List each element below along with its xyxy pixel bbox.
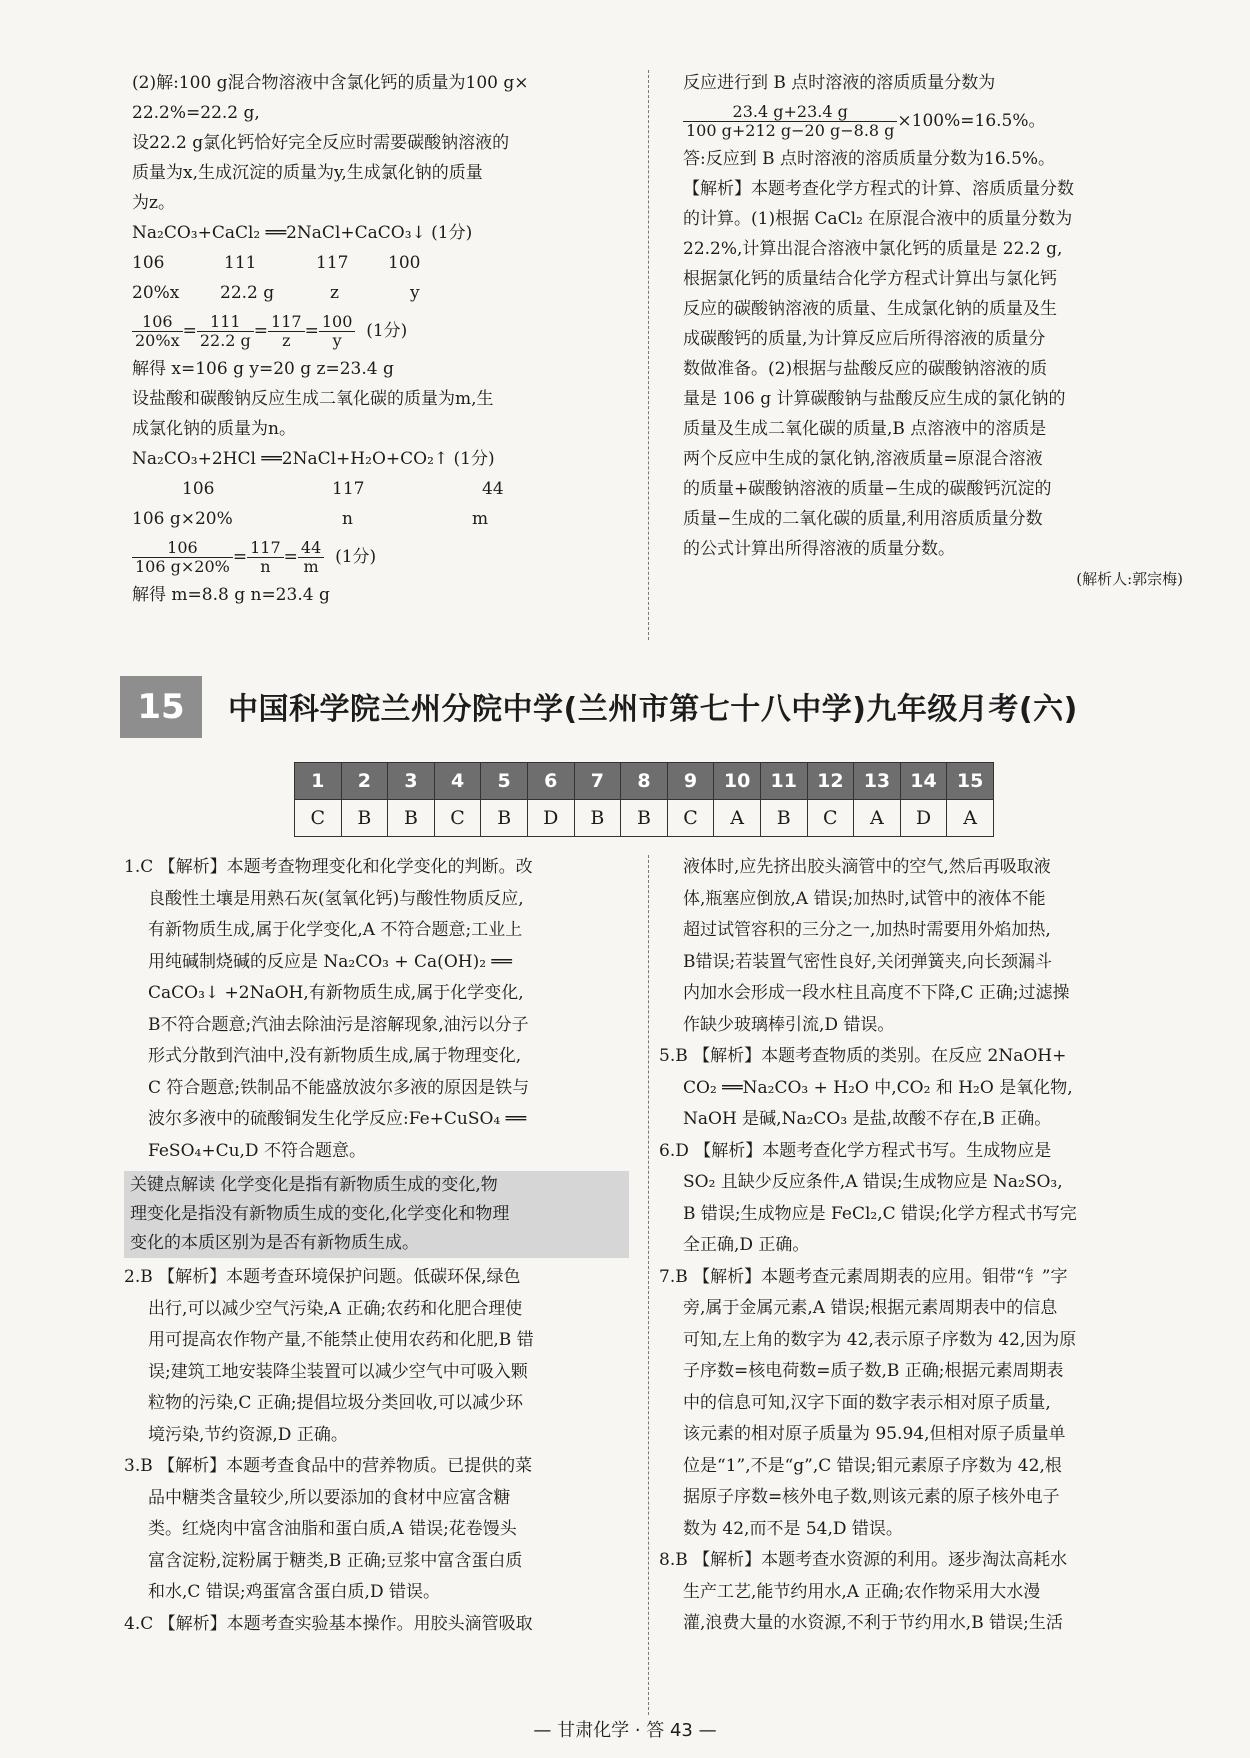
text-line: 设22.2 g氯化钙恰好完全反应时需要碳酸钠溶液的 <box>132 133 510 153</box>
question-number: 15 <box>947 763 994 800</box>
question-number: 13 <box>854 763 901 800</box>
question-number: 1 <box>295 763 342 800</box>
explanation-line: 有新物质生成,属于化学变化,A 不符合题意;工业上 <box>148 920 523 940</box>
answer-letter: B <box>481 800 528 837</box>
equation-1-values: 20%x 22.2 g z y <box>132 283 420 303</box>
section-header <box>120 676 1180 738</box>
explanation-line: 富含淀粉,淀粉属于糖类,B 正确;豆浆中富含蛋白质 <box>148 1550 523 1571</box>
key-point-line: 理变化是指没有新物质生成的变化,化学变化和物理 <box>130 1204 510 1224</box>
explanation-line: 4.C 【解析】本题考查实验基本操作。用胶头滴管吸取 <box>124 1613 533 1634</box>
analysis-line: 质量及生成二氧化碳的质量,B 点溶液中的溶质是 <box>683 419 1047 439</box>
explanation-line: 用纯碱制烧碱的反应是 Na₂CO₃ + Ca(OH)₂ ══ <box>148 951 512 972</box>
answer-letter: B <box>341 800 388 837</box>
question-number: 9 <box>667 763 714 800</box>
answer-letter: C <box>667 800 714 837</box>
explanation-line: 类。红烧肉中富含油脂和蛋白质,A 错误;花卷馒头 <box>148 1519 517 1539</box>
explanation-line: 数为 42,而不是 54,D 错误。 <box>683 1518 903 1539</box>
left-column-top <box>132 68 637 610</box>
left-column-bottom <box>124 852 629 1640</box>
explanation-line: 旁,属于金属元素,A 错误;根据元素周期表中的信息 <box>683 1298 1058 1318</box>
answer-letter: C <box>295 800 342 837</box>
explanation-line: 内加水会形成一段水柱且高度不下降,C 正确;过滤操 <box>683 983 1070 1003</box>
explanation-line: 子序数=核电荷数=质子数,B 正确;根据元素周期表 <box>683 1361 1064 1381</box>
answer-letter: A <box>714 800 761 837</box>
question-number: 7 <box>574 763 621 800</box>
question-number: 14 <box>900 763 947 800</box>
question-number: 3 <box>388 763 435 800</box>
explanation-line: CO₂ ══Na₂CO₃ + H₂O 中,CO₂ 和 H₂O 是氧化物, <box>683 1077 1073 1098</box>
analysis-line: 的公式计算出所得溶液的质量分数。 <box>683 539 955 559</box>
page-footer: — 甘肃化学 · 答 43 — <box>533 1720 717 1741</box>
key-point-line: 关键点解读 化学变化是指有新物质生成的变化,物 <box>130 1175 498 1195</box>
explanation-line: 形式分散到汽油中,没有新物质生成,属于物理变化, <box>148 1046 522 1066</box>
key-point-line: 变化的本质区别为是否有新物质生成。 <box>130 1233 419 1253</box>
solution-1: 解得 x=106 g y=20 g z=23.4 g <box>132 359 394 379</box>
equation-1: Na₂CO₃+CaCl₂ ══2NaCl+CaCO₃↓ (1分) <box>132 223 473 243</box>
answer-table-header <box>295 763 994 800</box>
answer-table-row <box>295 800 994 837</box>
ratio-1: $\frac{106}{20\%x}$ = $\frac{111}{22.2 g}$ = $\frac{117}{z}$ = $\frac{100}{y}$ (1分) <box>132 308 637 354</box>
text-line: 质量为x,生成沉淀的质量为y,生成氯化钠的质量 <box>132 163 483 183</box>
analysis-line: 数做准备。(2)根据与盐酸反应的碳酸钠溶液的质 <box>683 359 1048 379</box>
explanation-line: 灌,浪费大量的水资源,不利于节约用水,B 错误;生活 <box>683 1613 1063 1633</box>
explanation-line: 8.B 【解析】本题考查水资源的利用。逐步淘汰高耗水 <box>659 1550 1068 1570</box>
explanation-line: 6.D 【解析】本题考查化学方程式书写。生成物应是 <box>659 1140 1052 1161</box>
question-number: 5 <box>481 763 528 800</box>
explanation-line: 用可提高农作物产量,不能禁止使用农药和化肥,B 错 <box>148 1330 534 1350</box>
answer-letter: C <box>807 800 854 837</box>
analysis-line: 成碳酸钙的质量,为计算反应后所得溶液的质量分 <box>683 329 1046 349</box>
explanation-line: 品中糖类含量较少,所以要添加的食材中应富含糖 <box>148 1487 511 1508</box>
section-title: 中国科学院兰州分院中学(兰州市第七十八中学)九年级月考(六) <box>228 692 1078 727</box>
column-divider <box>648 855 649 1715</box>
analysis-line: 【解析】本题考查化学方程式的计算、溶质质量分数 <box>683 179 1074 199</box>
answer-table <box>294 762 994 837</box>
explanation-line: B错误;若装置气密性良好,关闭弹簧夹,向长颈漏斗 <box>683 951 1053 972</box>
explanation-line: NaOH 是碱,Na₂CO₃ 是盐,故酸不存在,B 正确。 <box>683 1109 1052 1129</box>
text-line: 22.2%=22.2 g, <box>132 103 260 123</box>
explanation-line: 和水,C 错误;鸡蛋富含蛋白质,D 错误。 <box>148 1582 440 1602</box>
equation-1-masses: 106 111 117 100 <box>132 253 421 273</box>
explanation-line: 该元素的相对原子质量为 95.94,但相对原子质量单 <box>683 1424 1066 1444</box>
explanation-line: 液体时,应先挤出胶头滴管中的空气,然后再吸取液 <box>683 857 1051 877</box>
question-number: 2 <box>341 763 388 800</box>
explanation-line: 误;建筑工地安装降尘装置可以减少空气中可吸入颗 <box>148 1361 528 1382</box>
equation-2-masses: 106 117 44 <box>182 479 504 499</box>
explanation-line: 体,瓶塞应倒放,A 错误;加热时,试管中的液体不能 <box>683 888 1046 909</box>
equation-2-values: 106 g×20% n m <box>132 509 489 529</box>
explanation-line: 波尔多液中的硫酸铜发生化学反应:Fe+CuSO₄ ══ <box>148 1109 527 1129</box>
explanation-line: 5.B 【解析】本题考查物质的类别。在反应 2NaOH+ <box>659 1046 1067 1066</box>
question-number: 6 <box>527 763 574 800</box>
answer-letter: A <box>854 800 901 837</box>
explanation-line: FeSO₄+Cu,D 不符合题意。 <box>148 1140 366 1161</box>
explanation-line: 7.B 【解析】本题考查元素周期表的应用。钼带“钅”字 <box>659 1266 1068 1287</box>
answer-letter: A <box>947 800 994 837</box>
analysis-line: 的质量+碳酸钠溶液的质量−生成的碳酸钙沉淀的 <box>683 479 1052 499</box>
answer-line: 答:反应到 B 点时溶液的溶质质量分数为16.5%。 <box>683 149 1056 169</box>
analysis-line: 的计算。(1)根据 CaCl₂ 在原混合液中的质量分数为 <box>683 209 1073 229</box>
analysis-line: 两个反应中生成的氯化钠,溶液质量=原混合溶液 <box>683 449 1043 469</box>
analyst-credit: (解析人:郭宗梅) <box>1076 570 1183 588</box>
explanation-line: CaCO₃↓ +2NaOH,有新物质生成,属于化学变化, <box>148 983 524 1003</box>
right-column-top <box>683 68 1183 594</box>
question-number: 11 <box>760 763 807 800</box>
answer-letter: D <box>900 800 947 837</box>
explanation-line: 2.B 【解析】本题考查环境保护问题。低碳环保,绿色 <box>124 1267 521 1287</box>
analysis-line: 22.2%,计算出混合溶液中氯化钙的质量是 22.2 g, <box>683 239 1063 259</box>
analysis-line: 反应的碳酸钠溶液的质量、生成氯化钠的质量及生 <box>683 299 1057 319</box>
explanation-line: 位是“1”,不是“g”,C 错误;钼元素原子序数为 42,根 <box>683 1455 1062 1476</box>
explanation-line: C 符合题意;铁制品不能盛放波尔多液的原因是铁与 <box>148 1077 530 1098</box>
explanation-line: 全正确,D 正确。 <box>683 1235 810 1255</box>
right-column-bottom <box>659 852 1183 1640</box>
explanation-line: 作缺少玻璃棒引流,D 错误。 <box>683 1014 895 1035</box>
answer-letter: B <box>621 800 668 837</box>
answer-letter: C <box>434 800 481 837</box>
question-number: 10 <box>714 763 761 800</box>
answer-letter: D <box>527 800 574 837</box>
explanation-line: 中的信息可知,汉字下面的数字表示相对原子质量, <box>683 1392 1051 1413</box>
key-point-box <box>124 1171 629 1258</box>
answer-letter: B <box>574 800 621 837</box>
explanation-line: 可知,左上角的数字为 42,表示原子序数为 42,因为原 <box>683 1329 1077 1350</box>
text-line: 为z。 <box>132 193 175 213</box>
explanation-line: SO₂ 且缺少反应条件,A 错误;生成物应是 Na₂SO₃, <box>683 1172 1063 1192</box>
explanation-line: B不符合题意;汽油去除油污是溶解现象,油污以分子 <box>148 1014 529 1035</box>
solution-2: 解得 m=8.8 g n=23.4 g <box>132 585 330 605</box>
ratio-2: $\frac{106}{106 g\times 20\%}$ = $\frac{117}{n}$ = $\frac{44}{m}$ (1分) <box>132 534 637 580</box>
analysis-line: 量是 106 g 计算碳酸钠与盐酸反应生成的氯化钠的 <box>683 389 1066 409</box>
explanation-line: 出行,可以减少空气污染,A 正确;农药和化肥合理使 <box>148 1298 523 1319</box>
explanation-line: 超过试管容积的三分之一,加热时需要用外焰加热, <box>683 920 1051 940</box>
equation-2: Na₂CO₃+2HCl ══2NaCl+H₂O+CO₂↑ (1分) <box>132 449 495 469</box>
text-line: 反应进行到 B 点时溶液的溶质质量分数为 <box>683 73 996 93</box>
result-fraction: $\frac{23.4 g+23.4 g}{100 g+212 g-20 g-8.8 g}$ ×100%=16.5%。 <box>683 98 1183 144</box>
explanation-line: 据原子序数=核外电子数,则该元素的原子核外电子 <box>683 1487 1060 1507</box>
text-line: (2)解:100 g混合物溶液中含氯化钙的质量为100 g× <box>132 73 529 93</box>
explanation-line: 境污染,节约资源,D 正确。 <box>148 1424 348 1445</box>
explanation-line: 3.B 【解析】本题考查食品中的营养物质。已提供的菜 <box>124 1456 533 1476</box>
section-number: 15 <box>120 676 202 738</box>
explanation-line: B 错误;生成物应是 FeCl₂,C 错误;化学方程式书写完 <box>683 1203 1077 1224</box>
text-line: 设盐酸和碳酸钠反应生成二氧化碳的质量为m,生 <box>132 389 494 409</box>
explanation-line: 1.C 【解析】本题考查物理变化和化学变化的判断。改 <box>124 857 533 877</box>
column-divider <box>648 70 649 640</box>
question-number: 12 <box>807 763 854 800</box>
text-line: 成氯化钠的质量为n。 <box>132 419 296 439</box>
question-number: 4 <box>434 763 481 800</box>
answer-letter: B <box>760 800 807 837</box>
explanation-line: 生产工艺,能节约用水,A 正确;农作物采用大水漫 <box>683 1581 1041 1602</box>
analysis-line: 根据氯化钙的质量结合化学方程式计算出与氯化钙 <box>683 269 1057 289</box>
question-number: 8 <box>621 763 668 800</box>
explanation-line: 良酸性土壤是用熟石灰(氢氧化钙)与酸性物质反应, <box>148 888 524 909</box>
explanation-line: 粒物的污染,C 正确;提倡垃圾分类回收,可以减少环 <box>148 1393 523 1413</box>
answer-letter: B <box>388 800 435 837</box>
analysis-line: 质量−生成的二氧化碳的质量,利用溶质质量分数 <box>683 509 1043 529</box>
